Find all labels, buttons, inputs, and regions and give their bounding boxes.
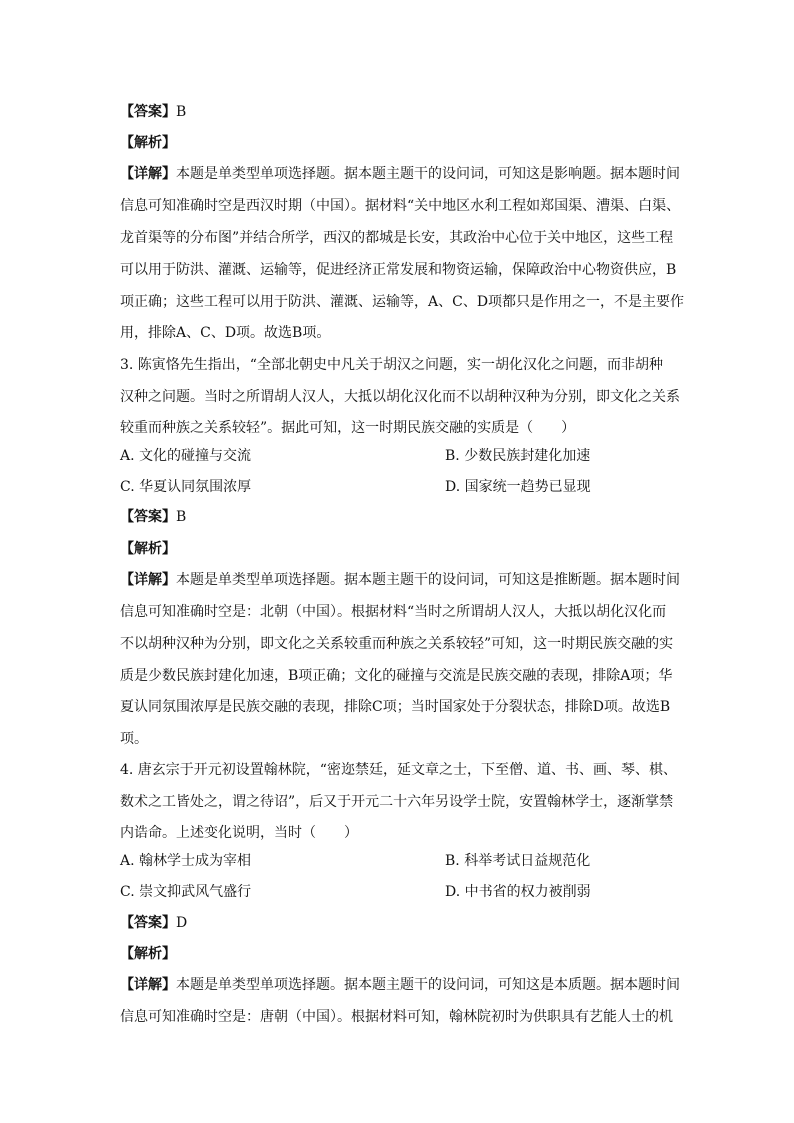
detail-label: 【详解】 — [120, 166, 176, 182]
q4-option-d: D. 中书省的权力被削弱 — [445, 884, 591, 900]
q3-detail-line: 【详解】本题是单类型单项选择题。据本题主题干的设问词，可知这是推断题。据本题时间 — [120, 572, 680, 588]
answer-value: B — [176, 509, 187, 525]
q2-detail-line: 可以用于防洪、灌溉、运输等，促进经济正常发展和物资运输，保障政治中心物资供应，B — [120, 262, 677, 278]
q3-answer — [120, 507, 680, 527]
q3-analysis-label: 【解析】 — [120, 541, 176, 557]
detail-label: 【详解】 — [120, 572, 176, 588]
q3-stem-line: 较重而种族之关系较轻”。据此可知，这一时期民族交融的实质是（ ） — [120, 420, 576, 436]
answer-label: 【答案】 — [120, 915, 176, 931]
q4-detail-line: 信息可知准确时空是：唐朝（中国）。根据材料可知，翰林院初时为供职具有艺能人士的机 — [120, 1009, 673, 1025]
q4-stem-line: 数术之工皆处之，谓之待诏”，后又于开元二十六年另设学士院，安置翰林学士，逐渐掌禁 — [120, 794, 674, 810]
q3-option-b: B. 少数民族封建化加速 — [445, 448, 591, 464]
q4-option-c: C. 崇文抑武风气盛行 — [120, 884, 252, 900]
q2-answer — [120, 102, 680, 122]
answer-label: 【答案】 — [120, 509, 176, 525]
q4-stem-line: 4. 唐玄宗于开元初设置翰林院，“密迩禁廷，延文章之士，下至僧、道、书、画、琴、棋、 — [120, 762, 677, 778]
q4-analysis-label: 【解析】 — [120, 946, 176, 962]
q4-stem-line: 内诰命。上述变化说明，当时（ ） — [120, 825, 358, 841]
q3-option-c: C. 华夏认同氛围浓厚 — [120, 479, 252, 495]
q3-stem-line: 3. 陈寅恪先生指出，“全部北朝史中凡关于胡汉之问题，实一胡化汉化之问题，而非胡种 — [120, 357, 663, 373]
q2-detail-line: 【详解】本题是单类型单项选择题。据本题主题干的设问词，可知这是影响题。据本题时间 — [120, 166, 680, 182]
q3-detail-line: 夏认同氛围浓厚是民族交融的表现，排除C项；当时国家处于分裂状态，排除D项。故选B — [120, 699, 671, 715]
q3-detail-line: 项。 — [120, 731, 148, 747]
q4-detail-line: 【详解】本题是单类型单项选择题。据本题主题干的设问词，可知这是本质题。据本题时间 — [120, 977, 680, 993]
detail-label: 【详解】 — [120, 977, 176, 993]
q4-option-a: A. 翰林学士成为宰相 — [120, 853, 252, 869]
q2-detail-line: 项正确；这些工程可以用于防洪、灌溉、运输等，A、C、D项都只是作用之一，不是主要作 — [120, 294, 685, 310]
q2-analysis-label: 【解析】 — [120, 135, 176, 151]
q4-answer — [120, 913, 680, 933]
q2-detail-line: 信息可知准确时空是西汉时期（中国）。据材料“关中地区水利工程如郑国渠、漕渠、白渠、 — [120, 198, 681, 214]
q2-detail-line: 用，排除A、C、D项。故选B项。 — [120, 325, 331, 341]
answer-label: 【答案】 — [120, 104, 176, 120]
answer-value: B — [176, 104, 187, 120]
q3-option-a: A. 文化的碰撞与交流 — [120, 448, 252, 464]
q4-option-b: B. 科举考试日益规范化 — [445, 853, 591, 869]
answer-value: D — [176, 915, 188, 931]
q3-detail-line: 信息可知准确时空是：北朝（中国）。根据材料“当时之所谓胡人汉人，大抵以胡化汉化而 — [120, 604, 667, 620]
q3-detail-line: 质是少数民族封建化加速，B项正确；文化的碰撞与交流是民族交融的表现，排除A项；华 — [120, 668, 673, 684]
q3-detail-line: 不以胡种汉种为分别，即文化之关系较重而种族之关系较轻”可知，这一时期民族交融的实 — [120, 636, 674, 652]
q3-option-d: D. 国家统一趋势已显现 — [445, 479, 591, 495]
q3-stem-line: 汉种之问题。当时之所谓胡人汉人，大抵以胡化汉化而不以胡种汉种为分别，即文化之关系 — [120, 389, 680, 405]
q2-detail-line: 龙首渠等的分布图”并结合所学，西汉的都城是长安，其政治中心位于关中地区，这些工程 — [120, 230, 674, 246]
